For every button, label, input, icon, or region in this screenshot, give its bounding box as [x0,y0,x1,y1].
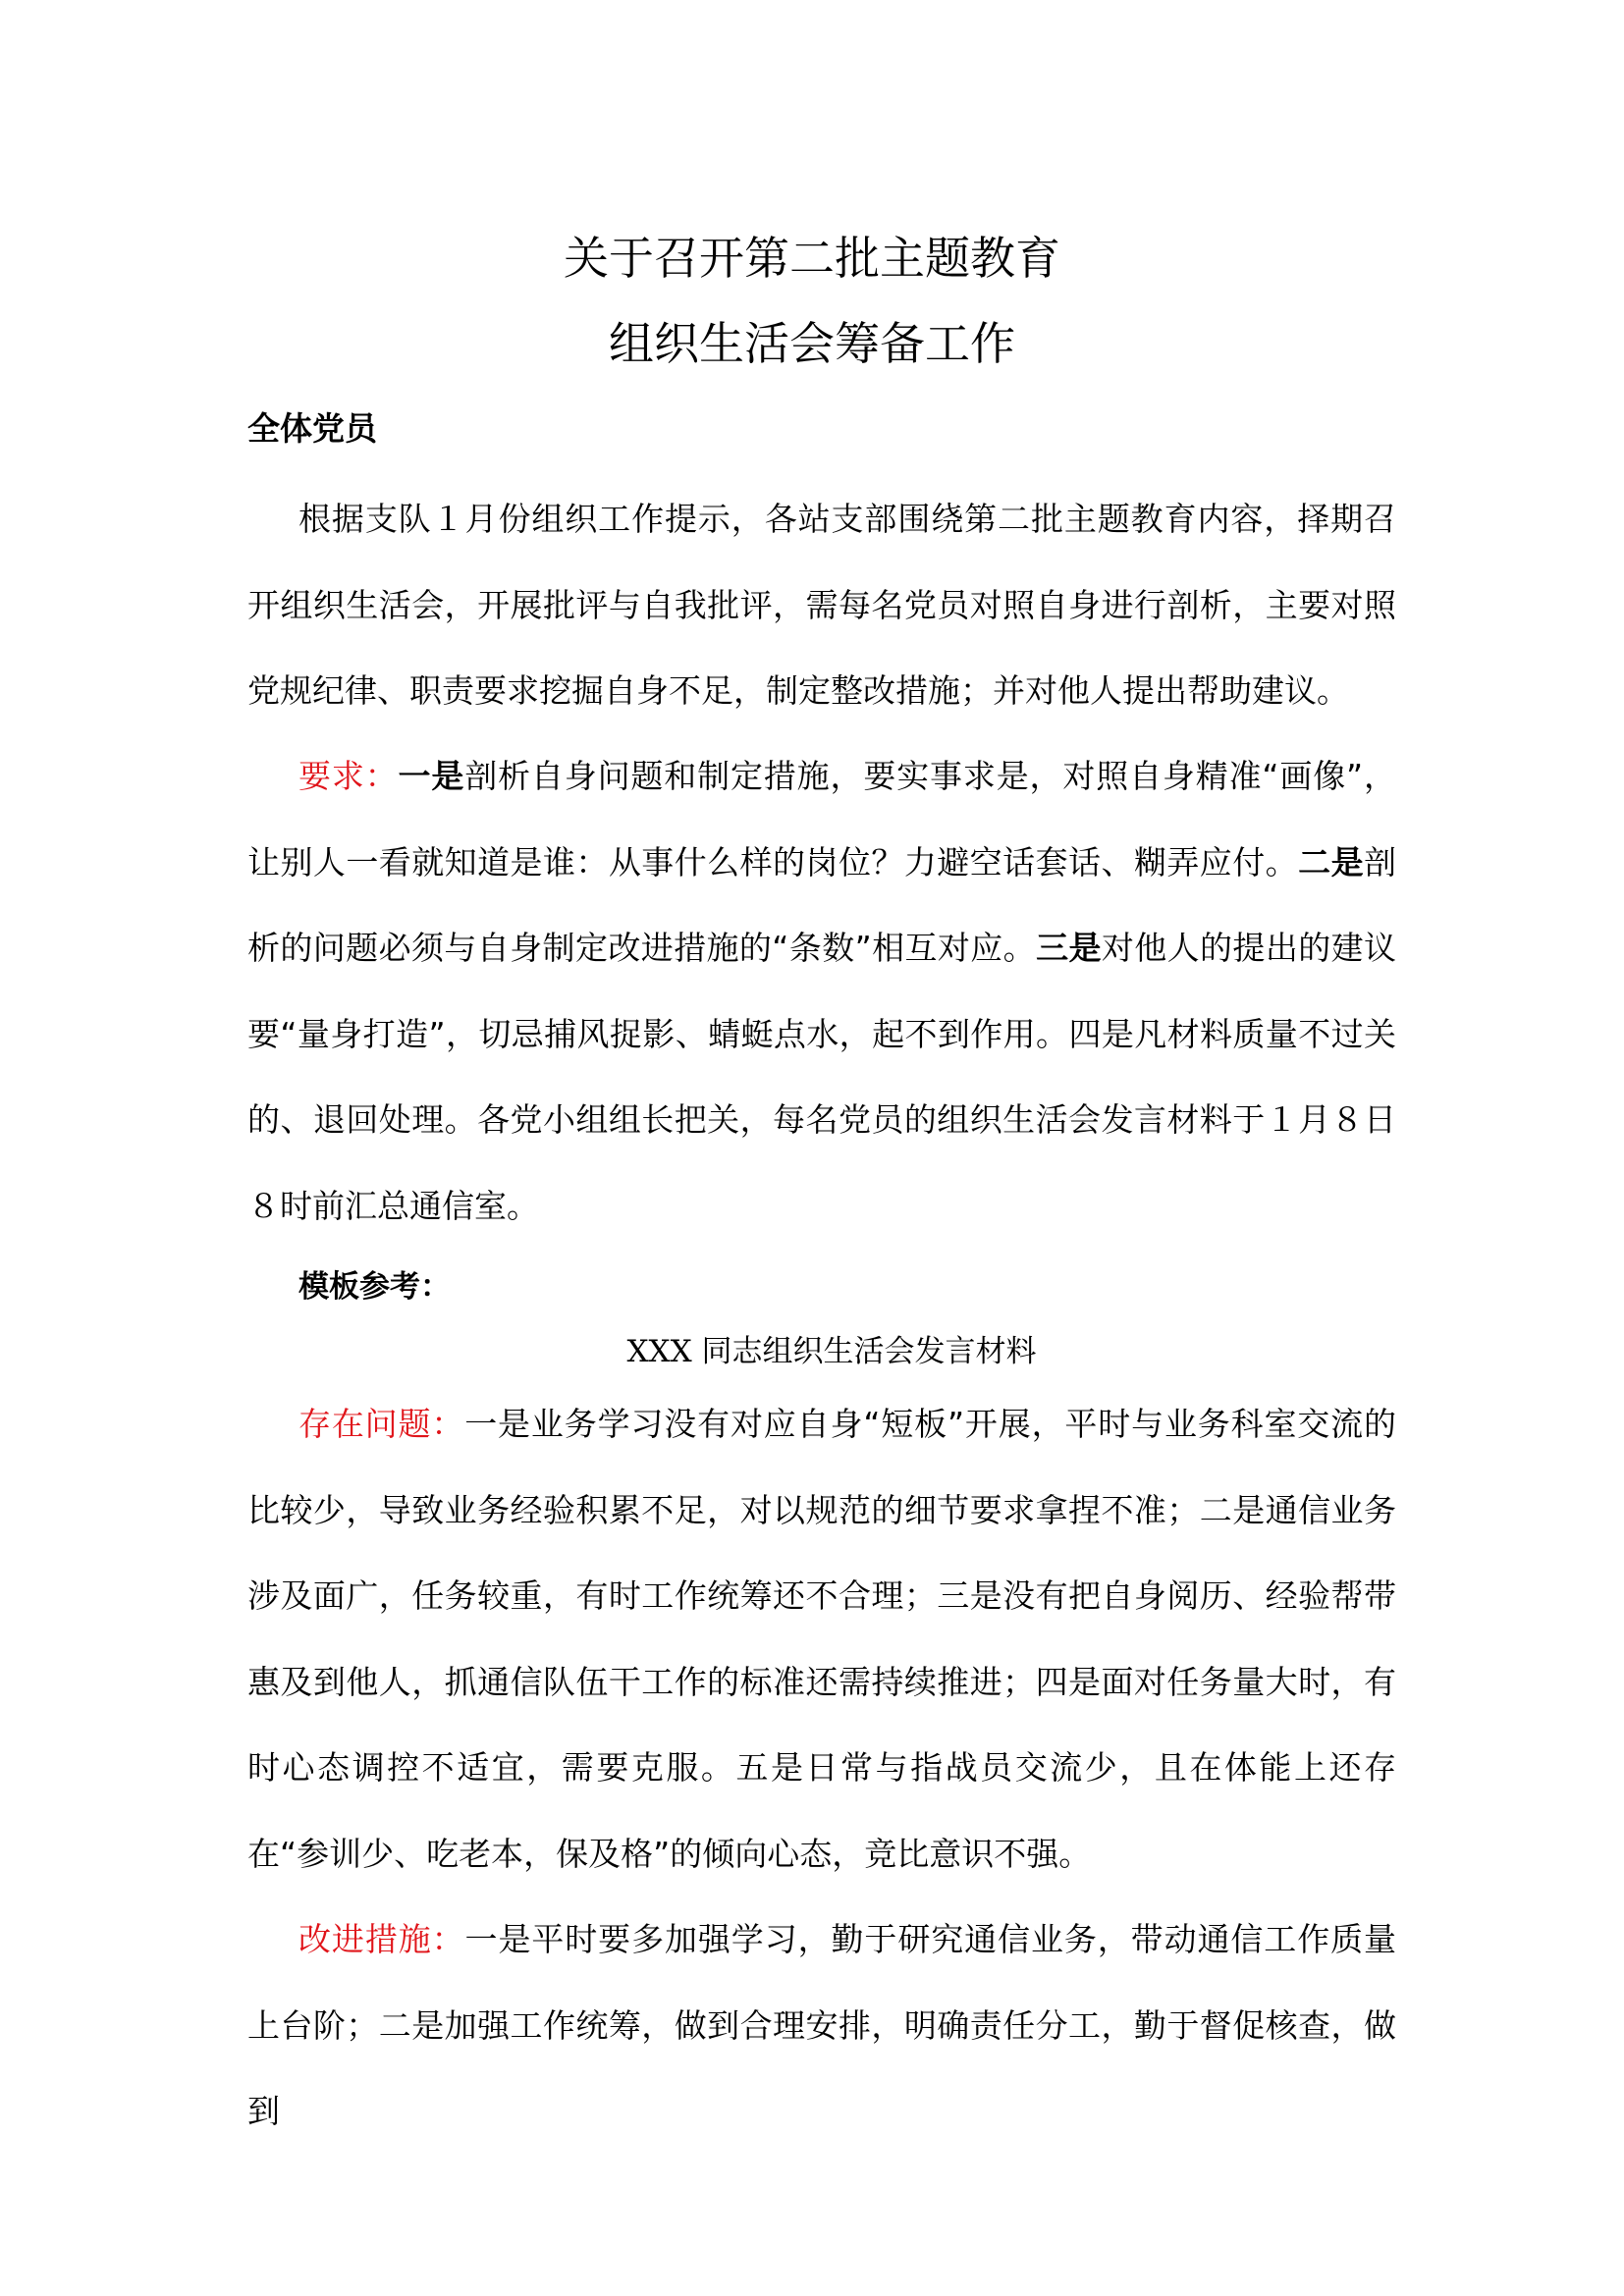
requirement-3-text: 对他人的提出的建议要“量身打造”，切忌捕风捉影、蜻蜓点水，起不到作用。四是凡材料质量不过关的、退回处理。各党小组组长把关，每名党员的组织生活会发言材料于１月８日８时前汇总通信室。 [247,929,1397,1225]
template-title: XXX 同志组织生活会发言材料 [626,1334,1037,1369]
requirements-label: 要求： [298,757,399,795]
document-title-line1: 关于召开第二批主题教育 [564,232,1060,285]
requirement-2-lead: 二是 [1298,842,1365,881]
measures-label: 改进措施： [298,1920,465,1958]
problems-text: 一是业务学习没有对应自身“短板”开展，平时与业务科室交流的比较少，导致业务经验积累不足，对以规范的细节要求拿捏不准；二是通信业务涉及面广，任务较重，有时工作统筹还不合理；三是没有把自身阅历、经验帮带惠及到他人，抓通信队伍干工作的标准还需持续推进；四是面对任务量大时，有时心态调控不适宜，需要克服。五是日常与指战员交流少，且在体能上还存在“参训少、吃老本，保及格”的倾向心态，竞比意识不强。 [247,1405,1396,1873]
measures-text: 一是平时要多加强学习，勤于研究通信业务，带动通信工作质量上台阶；二是加强工作统筹，做到合理安排，明确责任分工，勤于督促核查，做到 [247,1920,1396,2130]
problems-paragraph [247,1381,1396,1896]
intro-paragraph: 根据支队１月份组织工作提示，各站支部围绕第二批主题教育内容，择期召开组织生活会，开展批评与自我批评，需每名党员对照自身进行剖析，主要对照党规纪律、职责要求挖掘自身不足，制定整改措施；并对他人提出帮助建议。 [247,500,1396,710]
requirement-2-text: 剖析的问题必须与自身制定改进措施的“条数”相互对应。 [247,842,1397,967]
salutation: 全体党员 [247,409,377,448]
requirement-1-lead: 一是 [398,757,465,795]
requirement-3-lead: 三是 [1036,929,1102,967]
template-label: 模板参考： [298,1269,451,1305]
document-title-line2: 组织生活会筹备工作 [609,317,1015,370]
measures-paragraph [247,1896,1396,2155]
requirements-paragraph [247,733,1396,1249]
problems-label: 存在问题： [298,1405,465,1443]
requirement-1-text: 剖析自身问题和制定措施，要实事求是，对照自身精准“画像”，让别人一看就知道是谁：从事什么样的岗位？力避空话套话、糊弄应付。 [247,757,1396,881]
